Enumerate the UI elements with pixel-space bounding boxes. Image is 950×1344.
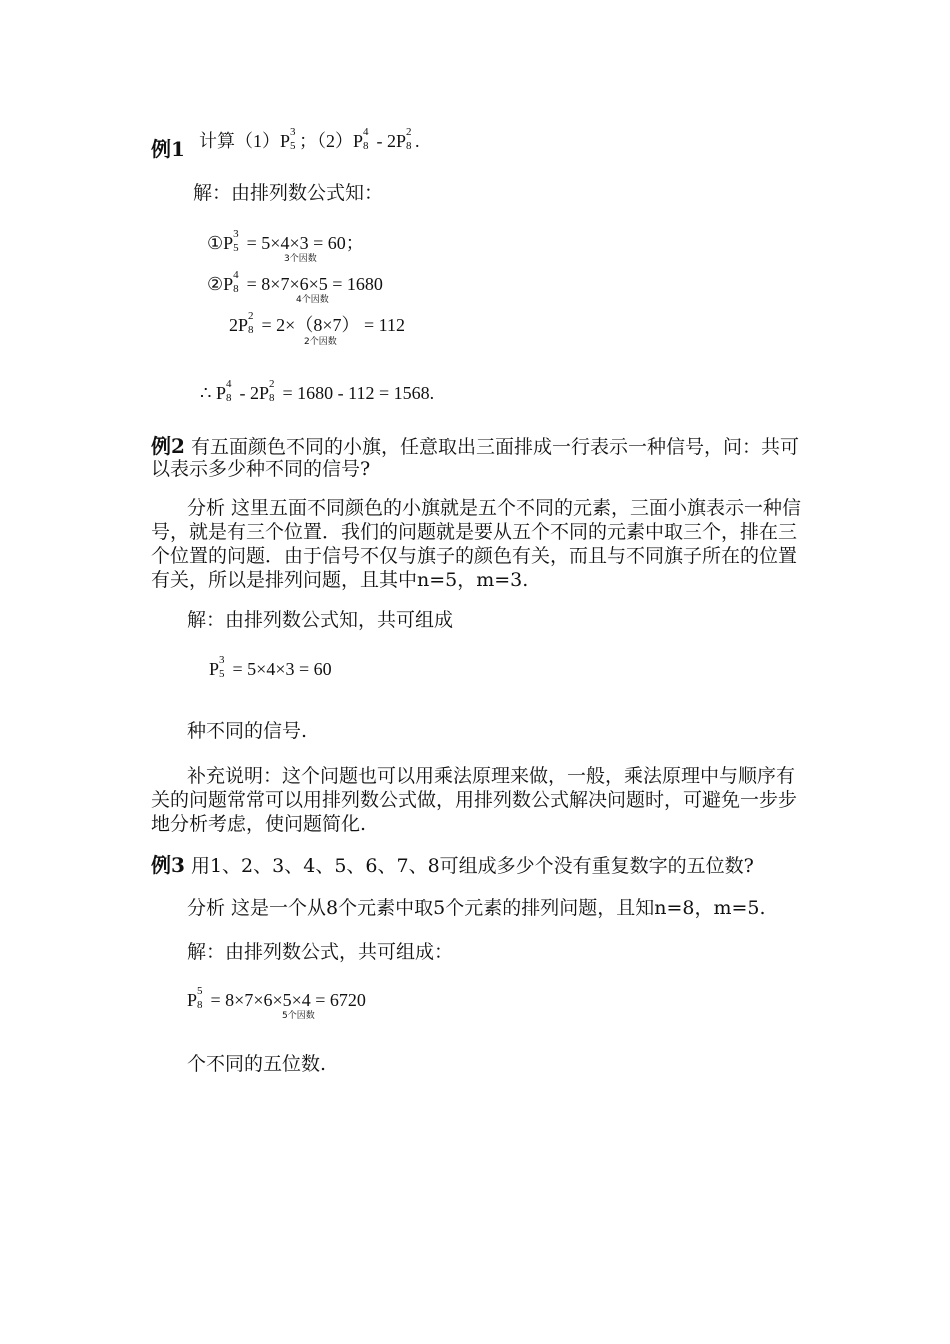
example-2-analysis-line-2: 号，就是有三个位置．我们的问题就是要从五个不同的元素中取三个，排在三 xyxy=(151,521,798,543)
example-1-problem: 计算（1）P 3 5 ；（2）P 4 8 - 2P 2 8 . xyxy=(199,126,420,152)
example-3-conclusion: 个不同的五位数. xyxy=(187,1053,327,1075)
formula-3-rhs: = 2×（8×7） = 112 xyxy=(261,315,405,335)
example-2-formula-rhs: = 5×4×3 = 60 xyxy=(232,659,332,679)
circled-1: ① xyxy=(207,233,224,253)
circled-2: ② xyxy=(207,274,224,294)
example-3-analysis: 分析 这是一个从8个元素中取5个元素的排列问题，且知n=8，m=5. xyxy=(187,897,766,919)
factor-count-brace-4: 5个因数 xyxy=(282,1011,315,1021)
example-1-label: 例1 xyxy=(151,137,185,161)
factor-count-brace-2: 4个因数 xyxy=(296,295,329,305)
problem-prefix: 计算（1） xyxy=(199,131,280,151)
example-3-formula-rhs: = 8×7×6×5×4 = 6720 xyxy=(210,990,366,1010)
example-2-problem-line-2: 以表示多少种不同的信号? xyxy=(151,458,371,480)
example-2-conclusion: 种不同的信号. xyxy=(187,720,308,742)
example-2-problem-text: 有五面颜色不同的小旗，任意取出三面排成一行表示一种信号，问：共可 xyxy=(190,436,799,458)
problem-mid: ；（2） xyxy=(299,131,354,151)
formula-3-lhs: 2 xyxy=(229,315,238,335)
example-3-label: 例3 xyxy=(151,853,185,877)
example-2-problem-line-1 xyxy=(151,436,799,457)
supplement-note-line-3: 地分析考虑，使问题简化. xyxy=(151,813,367,835)
example-1-formula-3: 2P 2 8 = 2×（8×7） = 112 xyxy=(229,310,405,336)
example-2-analysis-line-1: 分析 这里五面不同颜色的小旗就是五个不同的元素，三面小旗表示一种信 xyxy=(187,497,802,519)
factor-count-brace-1: 3个因数 xyxy=(284,254,317,264)
problem-end: . xyxy=(415,131,420,151)
example-1-solution-intro: 解：由排列数公式知： xyxy=(193,182,384,204)
example-1-formula-1: ①P 3 5 = 5×4×3 = 60； xyxy=(207,228,364,254)
example-2-analysis-line-3: 个位置的问题．由于信号不仅与旗子的颜色有关，而且与不同旗子所在的位置 xyxy=(151,545,798,567)
example-2-analysis-line-4: 有关，所以是排列问题，且其中n=5，m=3. xyxy=(151,569,529,591)
example-1-formula-2: ②P 4 8 = 8×7×6×5 = 1680 xyxy=(207,269,383,295)
therefore-rhs: = 1680 - 112 = 1568. xyxy=(282,383,435,403)
supplement-note-line-1: 补充说明：这个问题也可以用乘法原理来做，一般，乘法原理中与顺序有 xyxy=(187,765,796,787)
example-1-therefore: ∴ P 4 8 - 2P 2 8 = 1680 - 112 = 1568. xyxy=(200,378,435,404)
example-3-problem-text: 用1、2、3、4、5、6、7、8可组成多少个没有重复数字的五位数? xyxy=(190,855,754,877)
supplement-note-line-2: 关的问题常常可以用排列数公式做，用排列数公式解决问题时，可避免一步步 xyxy=(151,789,798,811)
example-2-solution-intro: 解：由排列数公式知，共可组成 xyxy=(187,609,454,631)
example-3-formula: P 5 8 = 8×7×6×5×4 = 6720 xyxy=(187,985,366,1011)
factor-count-brace-3: 2个因数 xyxy=(304,337,337,347)
example-2-label: 例2 xyxy=(151,434,185,458)
example-3-problem xyxy=(151,855,754,876)
formula-2-rhs: = 8×7×6×5 = 1680 xyxy=(246,274,383,294)
example-2-formula: P 3 5 = 5×4×3 = 60 xyxy=(209,654,332,680)
example-3-solution-intro: 解：由排列数公式，共可组成： xyxy=(187,941,454,963)
therefore-symbol: ∴ xyxy=(200,383,212,403)
formula-1-rhs: = 5×4×3 = 60； xyxy=(246,233,364,253)
